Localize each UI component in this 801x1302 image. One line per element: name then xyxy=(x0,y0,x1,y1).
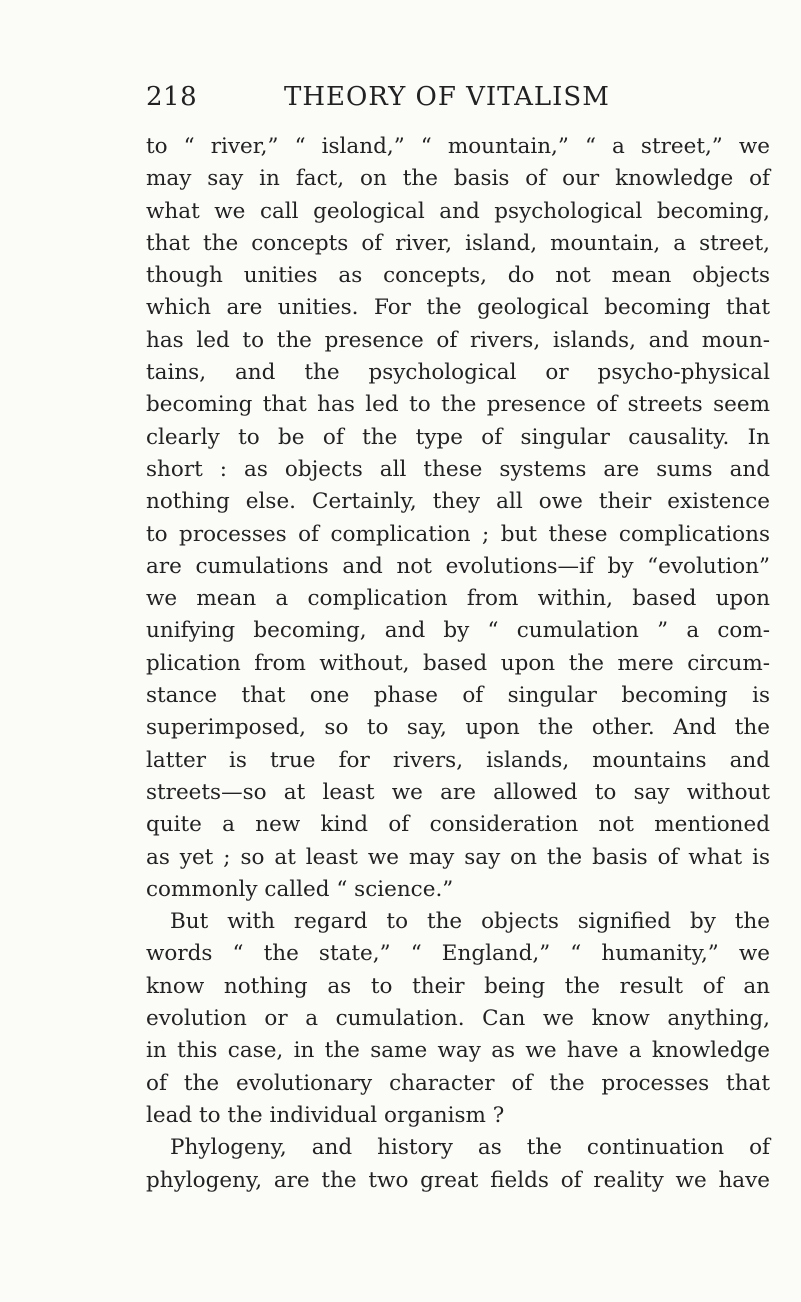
text-line: know nothing as to their being the result of an xyxy=(146,973,770,999)
text-line: in this case, in the same way as we have a knowledge xyxy=(146,1038,770,1064)
text-line: nothing else. Certainly, they all owe their existence xyxy=(146,489,770,515)
text-line: may say in fact, on the basis of our knowledge of xyxy=(146,166,770,192)
text-line: that the concepts of river, island, mountain, a street, xyxy=(146,230,770,256)
text-line: superimposed, so to say, upon the other. And the xyxy=(146,715,770,741)
text-line: plication from without, based upon the mere circum- xyxy=(146,650,770,676)
running-header xyxy=(146,82,770,118)
text-line: of the evolutionary character of the processes that xyxy=(146,1070,770,1096)
text-line: to “ river,” “ island,” “ mountain,” “ a street,” we xyxy=(146,134,770,159)
body-text xyxy=(146,131,770,1197)
paragraph xyxy=(146,906,770,1132)
paragraph xyxy=(146,131,770,906)
text-line: what we call geological and psychological becoming, xyxy=(146,198,770,224)
text-line: evolution or a cumulation. Can we know anything, xyxy=(146,1006,770,1032)
text-line: as yet ; so at least we may say on the basis of what is xyxy=(146,844,770,870)
page-number: 218 xyxy=(146,82,198,112)
text-line: unifying becoming, and by “ cumulation ” a com- xyxy=(146,618,770,644)
text-line: lead to the individual organism ? xyxy=(146,1102,505,1128)
text-line: But with regard to the objects signified by the xyxy=(170,909,770,935)
text-line: has led to the presence of rivers, islands, and moun- xyxy=(146,327,770,353)
running-title: THEORY OF VITALISM xyxy=(284,82,610,112)
text-line: commonly called “ science.” xyxy=(146,876,454,902)
text-line: tains, and the psychological or psycho-physical xyxy=(146,360,770,386)
text-line: we mean a complication from within, based upon xyxy=(146,586,770,612)
text-line: streets—so at least we are allowed to say without xyxy=(146,779,770,805)
text-line: clearly to be of the type of singular causality. In xyxy=(146,424,770,450)
text-line: short : as objects all these systems are sums and xyxy=(146,456,770,482)
text-line: becoming that has led to the presence of streets seem xyxy=(146,392,770,418)
text-line: quite a new kind of consideration not mentioned xyxy=(146,812,770,838)
text-line: words “ the state,” “ England,” “ humanity,” we xyxy=(146,941,770,967)
text-line: phylogeny, are the two great fields of reality we have xyxy=(146,1167,770,1193)
text-line: are cumulations and not evolutions—if by “evolution” xyxy=(146,553,770,579)
text-line: stance that one phase of singular becoming is xyxy=(146,683,770,709)
text-line: though unities as concepts, do not mean objects xyxy=(146,263,770,289)
paragraph xyxy=(146,1132,770,1197)
text-line: which are unities. For the geological becoming that xyxy=(146,295,770,321)
text-line: Phylogeny, and history as the continuation of xyxy=(170,1135,770,1161)
text-line: latter is true for rivers, islands, mountains and xyxy=(146,747,770,773)
text-line: to processes of complication ; but these complications xyxy=(146,521,770,547)
